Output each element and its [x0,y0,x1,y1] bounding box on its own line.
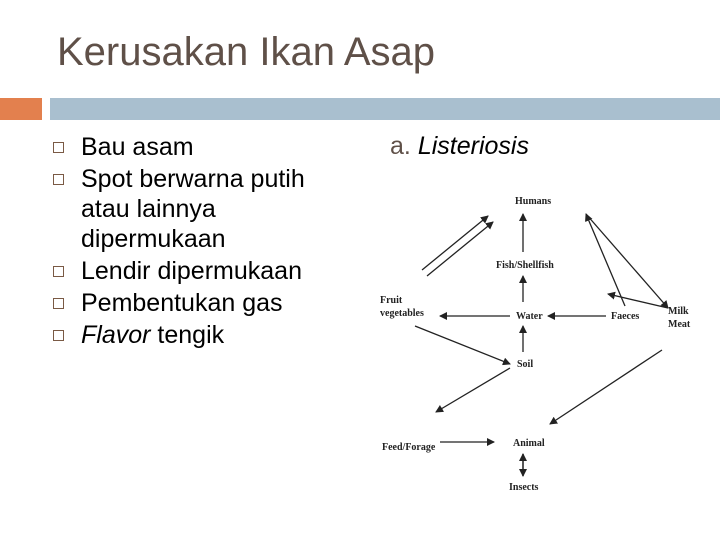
listeriosis-transmission-diagram [370,180,700,510]
bullet-list [50,132,350,352]
bullet-item: Bau asam [50,132,350,162]
node-soil: Soil [517,359,534,370]
square-bullet-icon [53,298,64,309]
node-feed-forage: Feed/Forage [382,442,436,453]
slide-title: Kerusakan Ikan Asap [57,30,436,74]
node-faeces: Faeces [611,311,640,322]
arrow-to-animal [550,350,662,424]
bullet-item: Flavor tengik [50,320,350,350]
header-bar [50,98,720,120]
arrow-double-2 [427,222,493,276]
node-fruit: Fruit [380,295,403,306]
square-bullet-icon [53,330,64,341]
node-milk: Milk [668,306,689,317]
node-animal: Animal [513,438,545,449]
square-bullet-icon [53,174,64,185]
bullet-item: Spot berwarna putih atau lainnya dipermukaan [50,164,350,254]
node-fish-shellfish: Fish/Shellfish [496,260,554,271]
bullet-item: Lendir dipermukaan [50,256,350,286]
node-vegetables: vegetables [380,308,424,319]
accent-bar [0,98,42,120]
arrow-soil-to-feed [436,368,510,412]
square-bullet-icon [53,266,64,277]
node-meat: Meat [668,319,691,330]
arrow-milk-to-faeces [608,294,668,308]
node-water: Water [516,311,543,322]
node-humans: Humans [515,196,552,207]
square-bullet-icon [53,142,64,153]
bullet-item: Pembentukan gas [50,288,350,318]
arrow-faeces-to-humans [586,214,625,306]
subheading: a. Listeriosis [390,132,529,160]
arrow-double-1 [422,216,488,270]
arrow-fruit-to-soil [415,326,510,364]
arrow-humans-to-milk [586,214,668,308]
node-insects: Insects [509,482,539,493]
